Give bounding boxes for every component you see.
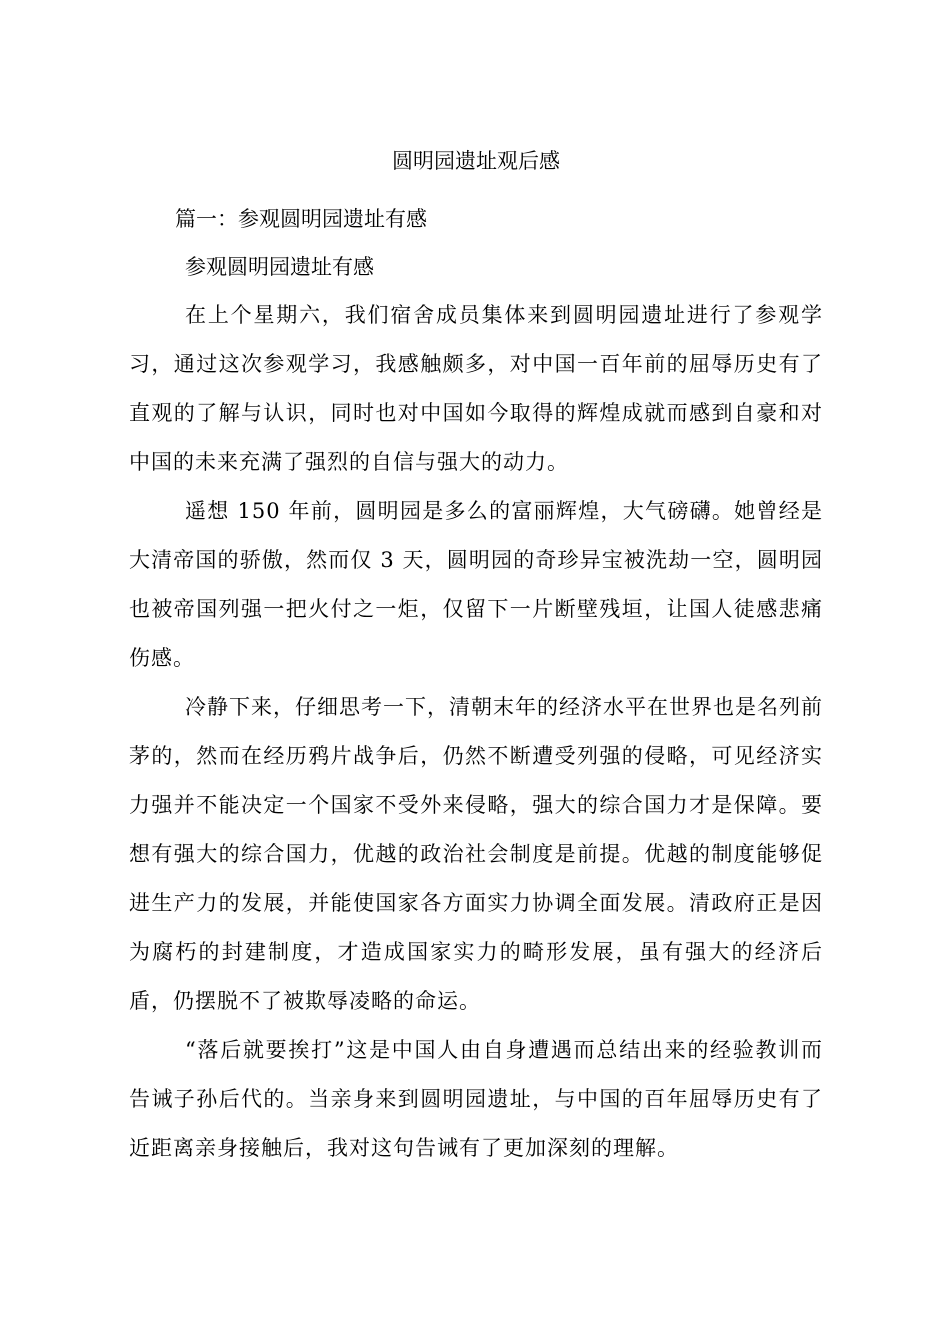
paragraph-4: “落后就要挨打”这是中国人由自身遭遇而总结出来的经验教训而告诫子孙后代的。当亲身来到圆明园遗址，与中国的百年屈辱历史有了近距离亲身接触后，我对这句告诫有了更加深刻的理解。	[129, 1038, 823, 1160]
article-title: 参观圆明园遗址有感	[185, 255, 374, 279]
document-content	[129, 137, 823, 1173]
section-heading: 篇一：参观圆明园遗址有感	[175, 207, 427, 231]
paragraph-3: 冷静下来，仔细思考一下，清朝末年的经济水平在世界也是名列前茅的，然而在经历鸦片战争后，仍然不断遭受列强的侵略，可见经济实力强并不能决定一个国家不受外来侵略，强大的综合国力才是保障。要想有强大的综合国力，优越的政治社会制度是前提。优越的制度能够促进生产力的发展，并能使国家各方面实力协调全面发展。清政府正是因为腐朽的封建制度，才造成国家实力的畸形发展，虽有强大的经济后盾，仍摆脱不了被欺辱凌略的命运。	[129, 695, 823, 1013]
paragraph-1: 在上个星期六，我们宿舍成员集体来到圆明园遗址进行了参观学习，通过这次参观学习，我感触颇多，对中国一百年前的屈辱历史有了直观的了解与认识，同时也对中国如今取得的辉煌成就而感到自豪和对中国的未来充满了强烈的自信与强大的动力。	[129, 303, 823, 474]
paragraph-2: 遥想 150 年前，圆明园是多么的富丽辉煌，大气磅礴。她曾经是大清帝国的骄傲，然而仅 3 天，圆明园的奇珍异宝被洗劫一空，圆明园也被帝国列强一把火付之一炬，仅留下一片断壁残垣，让国人徒感悲痛伤感。	[129, 499, 823, 670]
document-title: 圆明园遗址观后感	[392, 149, 560, 173]
